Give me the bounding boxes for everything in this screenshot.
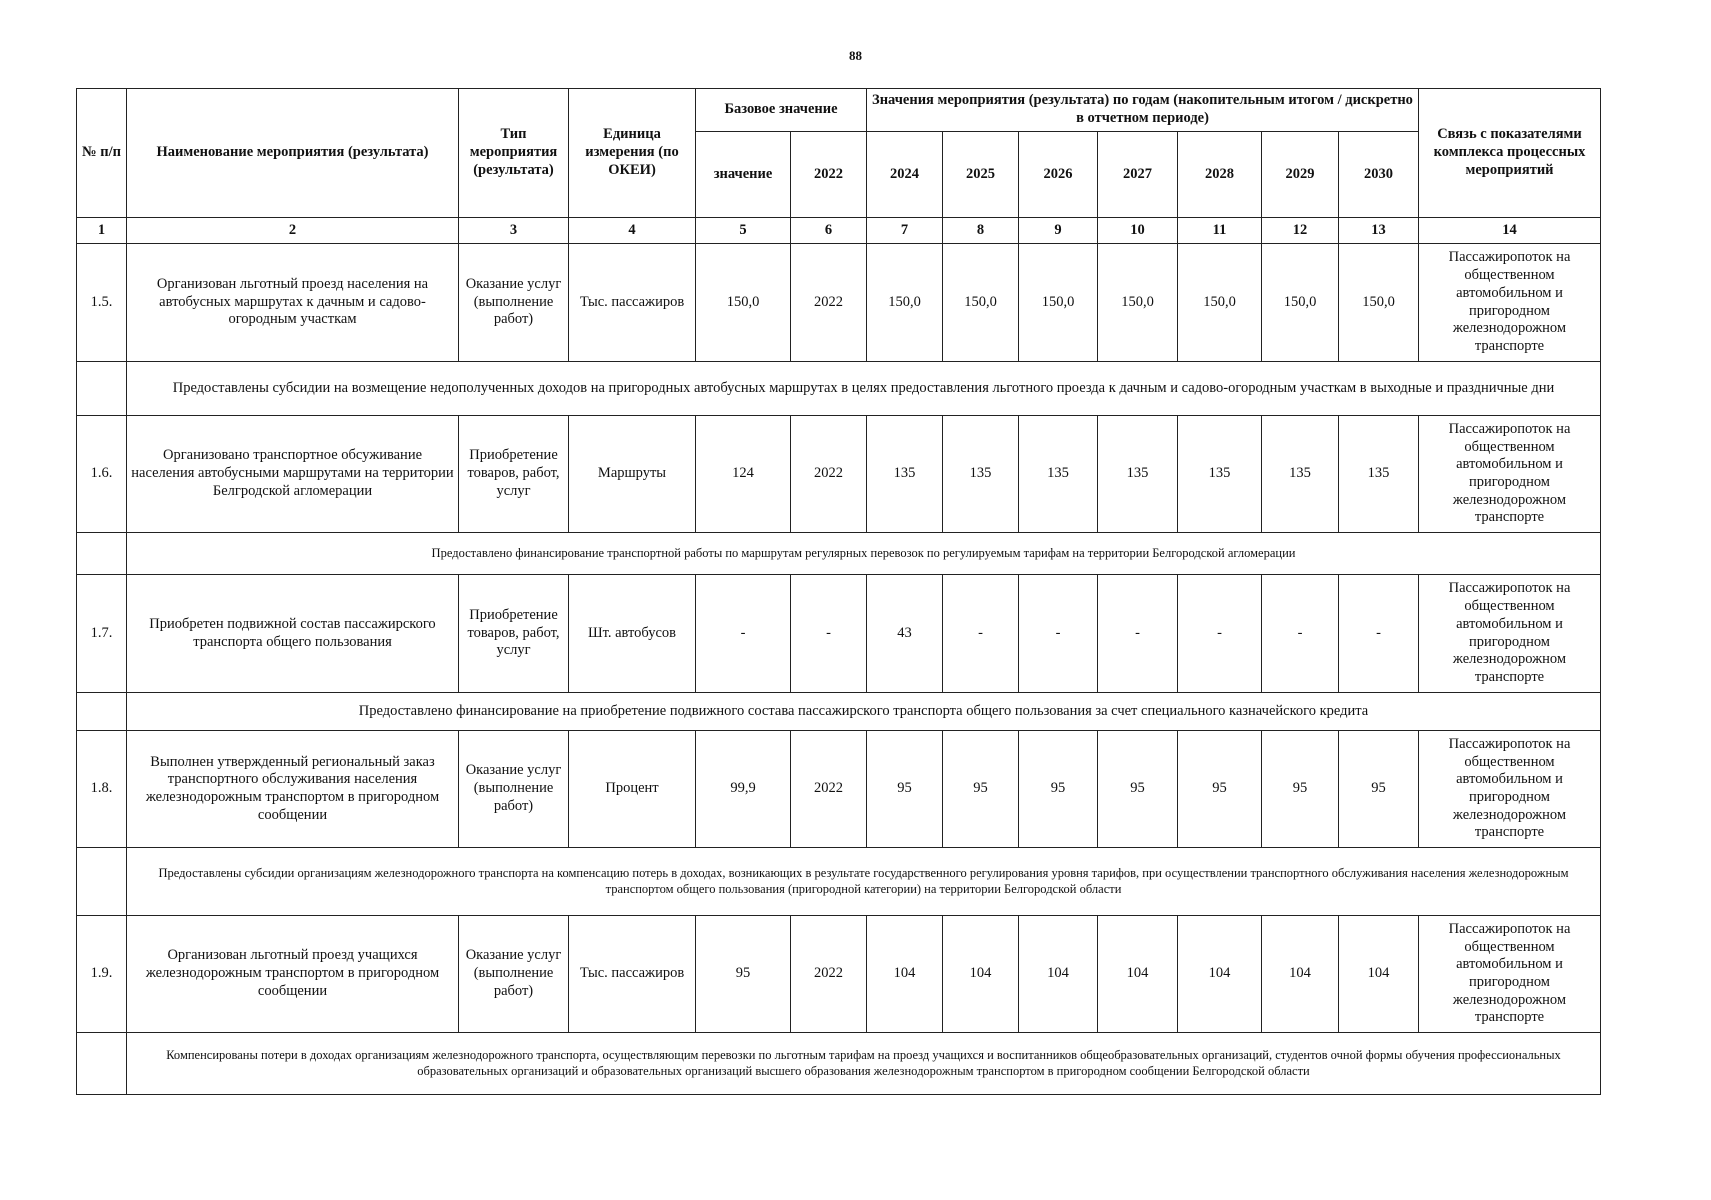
year-value: - (943, 575, 1019, 693)
measure-type: Оказание услуг (выполнение работ) (459, 731, 569, 848)
column-number: 6 (791, 218, 867, 244)
year-value: 104 (1339, 916, 1419, 1033)
column-number: 1 (77, 218, 127, 244)
year-value: 135 (1098, 416, 1178, 533)
measure-type: Приобретение товаров, работ, услуг (459, 416, 569, 533)
year-value: 95 (943, 731, 1019, 848)
header-col-name: Наименование мероприятия (результата) (127, 89, 459, 218)
base-value: 99,9 (696, 731, 791, 848)
column-number: 9 (1019, 218, 1098, 244)
column-number: 10 (1098, 218, 1178, 244)
column-number: 4 (569, 218, 696, 244)
header-years-group: Значения мероприятия (результата) по годам (накопительным итогом / дискретно в отчетном периоде) (867, 89, 1419, 132)
year-value: 104 (1098, 916, 1178, 1033)
year-value: 135 (1019, 416, 1098, 533)
year-value: 95 (867, 731, 943, 848)
row-number: 1.7. (77, 575, 127, 693)
base-value: 124 (696, 416, 791, 533)
linked-indicator: Пассажиропоток на общественном автомобильном и пригородном железнодорожном транспорте (1419, 416, 1601, 533)
column-number: 13 (1339, 218, 1419, 244)
year-value: 135 (867, 416, 943, 533)
measure-description: Предоставлено финансирование на приобретение подвижного состава пассажирского транспорта общего пользования за счет специального казначейского кредита (127, 693, 1601, 731)
year-value: 104 (1019, 916, 1098, 1033)
empty-cell (77, 693, 127, 731)
year-value: 95 (1262, 731, 1339, 848)
header-col-link: Связь с показателями комплекса процессных мероприятий (1419, 89, 1601, 218)
year-value: 95 (1019, 731, 1098, 848)
table-row (77, 916, 1601, 1033)
year-value: 104 (1178, 916, 1262, 1033)
linked-indicator: Пассажиропоток на общественном автомобильном и пригородном железнодорожном транспорте (1419, 731, 1601, 848)
year-value: 104 (867, 916, 943, 1033)
column-number: 12 (1262, 218, 1339, 244)
column-number: 11 (1178, 218, 1262, 244)
base-year: 2022 (791, 416, 867, 533)
base-year: 2022 (791, 731, 867, 848)
year-value: 150,0 (1178, 244, 1262, 362)
measure-name: Выполнен утвержденный региональный заказ транспортного обслуживания населения железнодорожным транспортом в пригородном сообщении (127, 731, 459, 848)
table-row (77, 731, 1601, 848)
measure-unit: Процент (569, 731, 696, 848)
header-col-unit: Единица измерения (по ОКЕИ) (569, 89, 696, 218)
linked-indicator: Пассажиропоток на общественном автомобильном и пригородном железнодорожном транспорте (1419, 575, 1601, 693)
header-year: 2029 (1262, 132, 1339, 218)
year-value: - (1262, 575, 1339, 693)
header-base-value: значение (696, 132, 791, 218)
year-value: 135 (943, 416, 1019, 533)
description-row (77, 362, 1601, 416)
measure-description: Предоставлено финансирование транспортной работы по маршрутам регулярных перевозок по регулируемым тарифам на территории Белгородской агломерации (127, 533, 1601, 575)
measure-name: Приобретен подвижной состав пассажирского транспорта общего пользования (127, 575, 459, 693)
column-number: 14 (1419, 218, 1601, 244)
header-base-group: Базовое значение (696, 89, 867, 132)
year-value: 43 (867, 575, 943, 693)
table-row (77, 244, 1601, 362)
empty-cell (77, 533, 127, 575)
year-value: 150,0 (867, 244, 943, 362)
measure-type: Приобретение товаров, работ, услуг (459, 575, 569, 693)
measures-table (76, 88, 1601, 1095)
year-value: 95 (1098, 731, 1178, 848)
header-year: 2026 (1019, 132, 1098, 218)
year-value: 135 (1262, 416, 1339, 533)
empty-cell (77, 1033, 127, 1095)
measure-name: Организован льготный проезд учащихся железнодорожным транспортом в пригородном сообщении (127, 916, 459, 1033)
year-value: 150,0 (1098, 244, 1178, 362)
year-value: 150,0 (1019, 244, 1098, 362)
description-row (77, 533, 1601, 575)
column-number: 2 (127, 218, 459, 244)
row-number: 1.5. (77, 244, 127, 362)
year-value: 150,0 (1262, 244, 1339, 362)
column-number: 3 (459, 218, 569, 244)
row-number: 1.8. (77, 731, 127, 848)
row-number: 1.9. (77, 916, 127, 1033)
measure-type: Оказание услуг (выполнение работ) (459, 916, 569, 1033)
linked-indicator: Пассажиропоток на общественном автомобильном и пригородном железнодорожном транспорте (1419, 244, 1601, 362)
year-value: - (1098, 575, 1178, 693)
measure-description: Предоставлены субсидии на возмещение недополученных доходов на пригородных автобусных маршрутах в целях предоставления льготного проезда к дачным и садово-огородным участкам в выходные и праздничные дни (127, 362, 1601, 416)
measure-description: Компенсированы потери в доходах организациям железнодорожного транспорта, осуществляющим перевозки по льготным тарифам на проезд учащихся и воспитанников общеобразовательных организаций, студентов очной формы обучения профессиональных образовательных организаций и образовательных организаций высшего образования железнодорожным транспортом в пригородном сообщении Белгородской области (127, 1033, 1601, 1095)
year-value: 150,0 (943, 244, 1019, 362)
description-row (77, 1033, 1601, 1095)
base-value: 95 (696, 916, 791, 1033)
measure-name: Организовано транспортное обсуживание населения автобусными маршрутами на территории Белгродской агломерации (127, 416, 459, 533)
base-year: 2022 (791, 916, 867, 1033)
column-number: 7 (867, 218, 943, 244)
year-value: - (1019, 575, 1098, 693)
year-value: 135 (1178, 416, 1262, 533)
row-number: 1.6. (77, 416, 127, 533)
measure-unit: Тыс. пассажиров (569, 244, 696, 362)
table-row (77, 416, 1601, 533)
measure-type: Оказание услуг (выполнение работ) (459, 244, 569, 362)
linked-indicator: Пассажиропоток на общественном автомобильном и пригородном железнодорожном транспорте (1419, 916, 1601, 1033)
header-year: 2028 (1178, 132, 1262, 218)
year-value: 95 (1178, 731, 1262, 848)
year-value: 104 (943, 916, 1019, 1033)
column-number: 5 (696, 218, 791, 244)
empty-cell (77, 848, 127, 916)
header-year: 2027 (1098, 132, 1178, 218)
column-number: 8 (943, 218, 1019, 244)
base-value: - (696, 575, 791, 693)
measure-unit: Маршруты (569, 416, 696, 533)
measure-unit: Шт. автобусов (569, 575, 696, 693)
measure-unit: Тыс. пассажиров (569, 916, 696, 1033)
base-value: 150,0 (696, 244, 791, 362)
header-col-num: № п/п (77, 89, 127, 218)
header-base-year: 2022 (791, 132, 867, 218)
description-row (77, 848, 1601, 916)
table-row (77, 575, 1601, 693)
base-year: - (791, 575, 867, 693)
year-value: 95 (1339, 731, 1419, 848)
header-year: 2030 (1339, 132, 1419, 218)
header-year: 2024 (867, 132, 943, 218)
year-value: 150,0 (1339, 244, 1419, 362)
header-col-type: Тип мероприятия (результата) (459, 89, 569, 218)
page-number: 88 (849, 48, 862, 63)
year-value: 135 (1339, 416, 1419, 533)
empty-cell (77, 362, 127, 416)
measure-description: Предоставлены субсидии организациям железнодорожного транспорта на компенсацию потерь в доходах, возникающих в результате государственного регулирования уровня тарифов, при осуществлении транспортного обслуживания населения железнодорожным транспортом общего пользования (пригородной категории) на территории Белгородской области (127, 848, 1601, 916)
year-value: 104 (1262, 916, 1339, 1033)
measure-name: Организован льготный проезд населения на автобусных маршрутах к дачным и садово-огородным участкам (127, 244, 459, 362)
header-year: 2025 (943, 132, 1019, 218)
year-value: - (1339, 575, 1419, 693)
description-row (77, 693, 1601, 731)
base-year: 2022 (791, 244, 867, 362)
year-value: - (1178, 575, 1262, 693)
